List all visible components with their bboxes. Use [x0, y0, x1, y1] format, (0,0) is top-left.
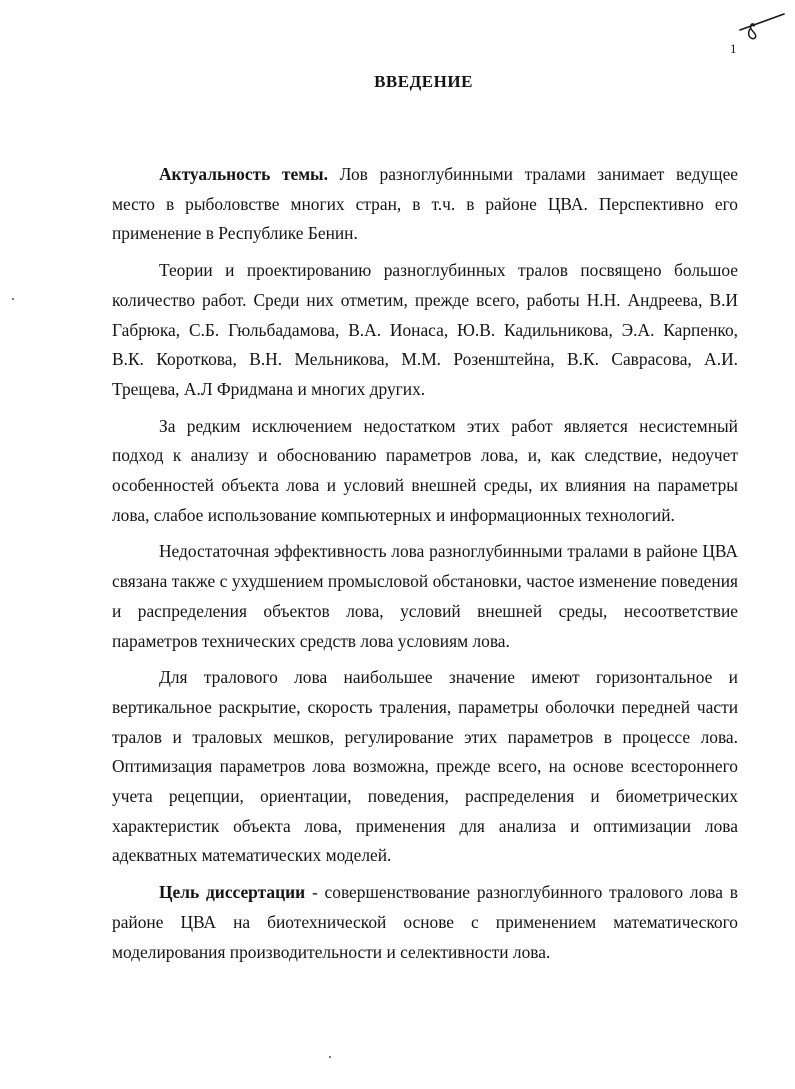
paragraph-text: За редким исключением недостатком этих работ является несистемный подход к анализу и обоснованию параметров лова, и, как следствие, недоучет особенностей объекта лова и условий внешней среды, их влияния на параметры лова, слабое использование компьютерных и информационных технологий. — [112, 415, 738, 525]
paragraph-lead: Актуальность темы. — [159, 164, 328, 184]
body-text — [112, 160, 738, 974]
paragraph-text: Теории и проектированию разноглубинных тралов посвящено большое количество работ. Среди них отметим, прежде всего, работы Н.Н. Андреева, В.И Габрюка, С.Б. Гюльбадамова, В.А. Ионаса, Ю.В. Кадильникова, Э.А. Карпенко, В.К. Короткова, В.Н. Мельникова, М.М. Розенштейна, В.К. Саврасова, А.И. Трещева, А.Л Фридмана и многих других. — [112, 260, 738, 399]
paragraph-lead: Цель диссертации — [159, 882, 306, 903]
paragraph-goal — [112, 878, 738, 967]
paragraph-trawl-parameters — [112, 663, 738, 871]
paragraph-text: - совершенствование разноглубинного тралового лова в районе ЦВА на биотехнической основе с применением математического моделирования производительности и селективности лова. — [112, 882, 738, 962]
scan-speck — [329, 1056, 331, 1058]
paragraph-literature — [112, 256, 738, 405]
paragraph-text: Недостаточная эффективность лова разноглубинными тралами в районе ЦВА связана также с ухудшением промысловой обстановки, частое изменение поведения и распределения объектов лова, условий внешней среды, несоответствие параметров технических средств лова условиям лова. — [112, 541, 738, 651]
paragraph-text: Для тралового лова наибольшее значение имеют горизонтальное и вертикальное раскрытие, скорость траления, параметры оболочки передней части тралов и траловых мешков, регулирование этих параметров в процессе лова. Оптимизация параметров лова возможна, прежде всего, на основе всестороннего учета рецепции, ориентации, поведения, распределения и биометрических характеристик объекта лова, применения для анализа и оптимизации лова адекватных математических моделей. — [112, 667, 738, 866]
page-number: 1 — [730, 41, 737, 56]
scan-speck — [12, 298, 14, 300]
paragraph-text: Лов разноглубинными тралами занимает ведущее место в рыболовстве многих стран, в т.ч. в районе ЦВА. Перспективно его применение в Республике Бенин. — [112, 164, 739, 244]
paragraph-relevance — [112, 160, 738, 249]
page-title: ВВЕДЕНИЕ — [374, 72, 473, 91]
handwritten-page-mark — [736, 10, 786, 44]
paragraph-efficiency — [112, 537, 738, 656]
paragraph-shortcomings — [112, 412, 738, 531]
